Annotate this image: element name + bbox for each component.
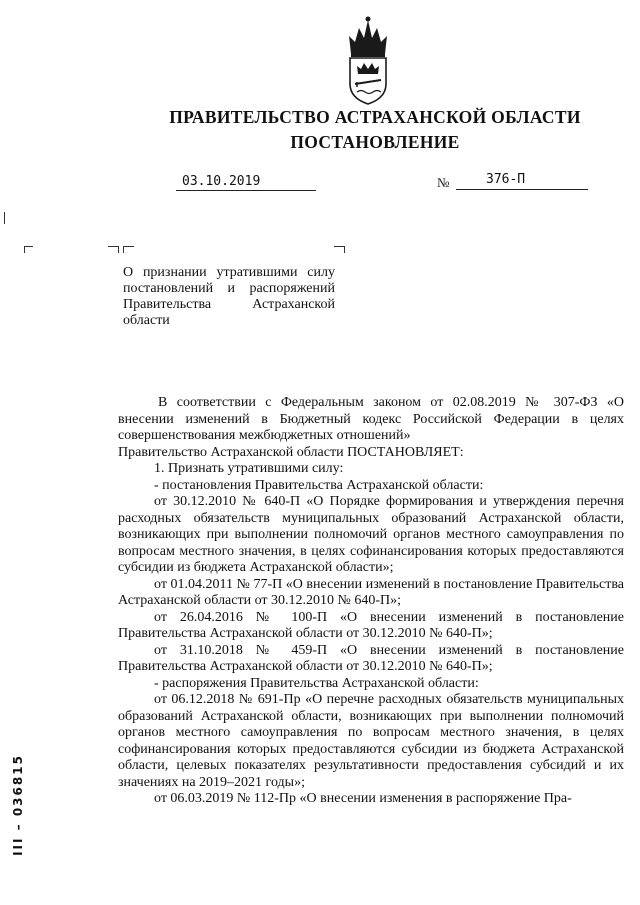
government-title: ПРАВИТЕЛЬСТВО АСТРАХАНСКОЙ ОБЛАСТИ: [169, 107, 581, 127]
corner-mark: [334, 246, 345, 253]
number-sign: №: [437, 175, 450, 190]
body-paragraph: от 06.12.2018 № 691-Пр «О перечне расходных обязательств муниципальных образований Астраханской области, возникающих при выполнении полномочий органов местного самоуправления по вопросам местного значения, в целях софинансирования которых предоставляются субсидии из бюджета Астраханской области, целевых показателях результативности предоставления субсидий и их значениях на 2019–2021 годы»;: [118, 692, 624, 790]
body-paragraph: от 06.03.2019 № 112-Пр «О внесении изменения в распоряжение Пра-: [154, 791, 572, 806]
coat-of-arms-icon: [343, 14, 393, 106]
form-serial-number: [8, 730, 28, 880]
document-body: [118, 395, 624, 808]
serial-text: III – 036815: [11, 754, 25, 856]
document-subject: О признании утратившими силу постановлений и распоряжений Правительства Астраханской области: [123, 265, 335, 328]
body-paragraph: 1. Признать утратившими силу:: [154, 461, 344, 476]
margin-mark: [4, 212, 5, 224]
document-type-title: ПОСТАНОВЛЕНИЕ: [290, 132, 460, 152]
body-paragraph: от 01.04.2011 № 77-П «О внесении изменений в постановление Правительства Астраханской области от 30.12.2010 № 640-П»;: [118, 576, 624, 608]
corner-mark: [24, 246, 33, 253]
body-paragraph: от 30.12.2010 № 640-П «О Порядке формирования и утверждения перечня расходных обязательств муниципальных образований Астраханской области, возникающих при выполнении полномочий органов местного самоуправления по вопросам местного значения, в целях софинансирования которых предоставляются субсидии из бюджета Астраханской области»;: [118, 494, 624, 575]
corner-mark: [108, 246, 119, 253]
document-number: 376-П: [456, 172, 588, 190]
document-date: 03.10.2019: [176, 174, 316, 191]
body-paragraph: от 26.04.2016 № 100-П «О внесении изменений в постановление Правительства Астраханской области от 30.12.2010 № 640-П»;: [118, 609, 624, 641]
body-paragraph: - постановления Правительства Астраханской области:: [154, 477, 484, 493]
body-paragraph: Правительство Астраханской области ПОСТАНОВЛЯЕТ:: [118, 444, 464, 460]
body-paragraph: от 31.10.2018 № 459-П «О внесении изменений в постановление Правительства Астраханской области от 30.12.2010 № 640-П»;: [118, 642, 624, 674]
corner-mark: [123, 246, 134, 253]
body-paragraph: В соответствии с Федеральным законом от 02.08.2019 № 307-ФЗ «О внесении изменений в Бюджетный кодекс Российской Федерации в целях совершенствования межбюджетных отношений»: [118, 395, 624, 443]
body-paragraph: - распоряжения Правительства Астраханской области:: [154, 675, 479, 691]
